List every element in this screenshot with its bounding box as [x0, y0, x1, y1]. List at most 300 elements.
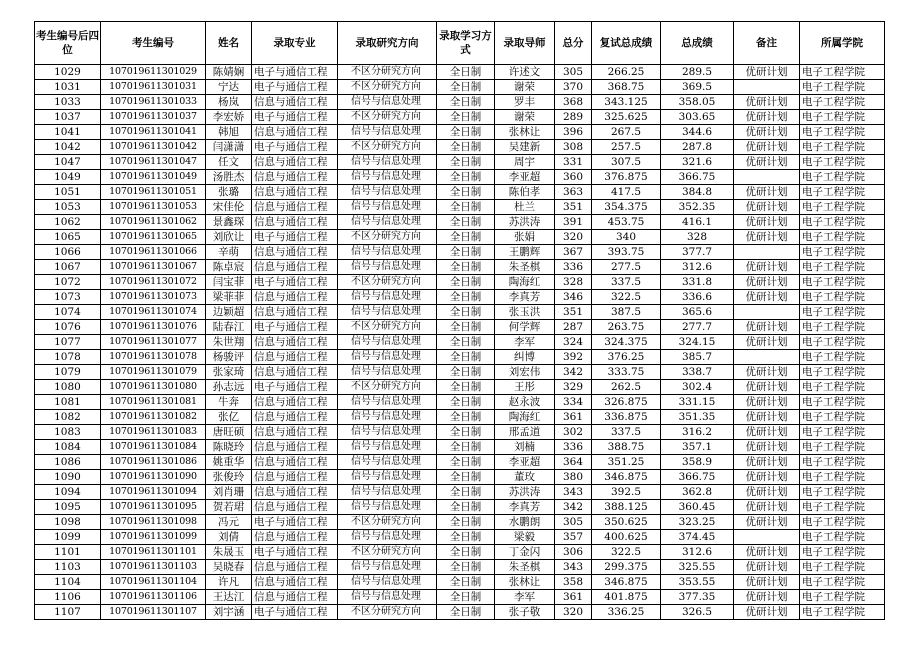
- cell-supervisor: 丁金闪: [495, 545, 555, 560]
- cell-study-mode: 全日制: [437, 65, 495, 80]
- cell-major: 信息与通信工程: [252, 560, 338, 575]
- cell-major: 信息与通信工程: [252, 350, 338, 365]
- cell-final-score: 289.5: [661, 65, 734, 80]
- cell-retest-score: 417.5: [592, 185, 661, 200]
- cell-total-score: 351: [555, 305, 592, 320]
- cell-college: 电子工程学院: [800, 560, 885, 575]
- cell-name: 刘宇涵: [206, 605, 252, 620]
- cell-research-direction: 信号与信息处理: [338, 350, 437, 365]
- cell-research-direction: 信号与信息处理: [338, 455, 437, 470]
- cell-total-score: 336: [555, 260, 592, 275]
- cell-exam-id: 107019611301031: [101, 80, 206, 95]
- table-row: [35, 275, 885, 290]
- cell-exam-id: 107019611301080: [101, 380, 206, 395]
- cell-retest-score: 322.5: [592, 545, 661, 560]
- cell-retest-score: 368.75: [592, 80, 661, 95]
- cell-exam-id: 107019611301066: [101, 245, 206, 260]
- cell-supervisor: 李真芳: [495, 290, 555, 305]
- cell-name: 闫潇潇: [206, 140, 252, 155]
- cell-major: 信息与通信工程: [252, 305, 338, 320]
- cell-retest-score: 392.5: [592, 485, 661, 500]
- cell-research-direction: 信号与信息处理: [338, 395, 437, 410]
- cell-exam-id-suffix: 1080: [35, 380, 101, 395]
- cell-exam-id-suffix: 1082: [35, 410, 101, 425]
- cell-exam-id-suffix: 1053: [35, 200, 101, 215]
- table-row: [35, 455, 885, 470]
- cell-exam-id-suffix: 1106: [35, 590, 101, 605]
- table-row: [35, 125, 885, 140]
- cell-retest-score: 354.375: [592, 200, 661, 215]
- cell-retest-score: 350.625: [592, 515, 661, 530]
- cell-research-direction: 不区分研究方向: [338, 65, 437, 80]
- cell-name: 杨骏评: [206, 350, 252, 365]
- cell-final-score: 353.55: [661, 575, 734, 590]
- cell-exam-id-suffix: 1047: [35, 155, 101, 170]
- cell-final-score: 357.1: [661, 440, 734, 455]
- cell-retest-score: 322.5: [592, 290, 661, 305]
- cell-total-score: 334: [555, 395, 592, 410]
- cell-exam-id: 107019611301065: [101, 230, 206, 245]
- cell-study-mode: 全日制: [437, 515, 495, 530]
- cell-remark: 优研计划: [734, 365, 800, 380]
- cell-retest-score: 336.25: [592, 605, 661, 620]
- table-row: [35, 80, 885, 95]
- table-row: [35, 560, 885, 575]
- cell-exam-id: 107019611301104: [101, 575, 206, 590]
- cell-exam-id-suffix: 1094: [35, 485, 101, 500]
- cell-supervisor: 李亚超: [495, 170, 555, 185]
- cell-retest-score: 376.875: [592, 170, 661, 185]
- cell-retest-score: 393.75: [592, 245, 661, 260]
- cell-study-mode: 全日制: [437, 185, 495, 200]
- cell-major: 电子与通信工程: [252, 545, 338, 560]
- cell-retest-score: 266.25: [592, 65, 661, 80]
- cell-major: 信息与通信工程: [252, 455, 338, 470]
- table-row: [35, 500, 885, 515]
- cell-supervisor: 赵永波: [495, 395, 555, 410]
- cell-exam-id: 107019611301098: [101, 515, 206, 530]
- cell-supervisor: 苏洪涛: [495, 215, 555, 230]
- cell-exam-id-suffix: 1042: [35, 140, 101, 155]
- cell-research-direction: 信号与信息处理: [338, 575, 437, 590]
- cell-study-mode: 全日制: [437, 470, 495, 485]
- cell-research-direction: 信号与信息处理: [338, 305, 437, 320]
- cell-total-score: 370: [555, 80, 592, 95]
- table-row: [35, 545, 885, 560]
- cell-college: 电子工程学院: [800, 455, 885, 470]
- cell-total-score: 396: [555, 125, 592, 140]
- header-name: 姓名: [206, 22, 252, 65]
- cell-name: 李宏娇: [206, 110, 252, 125]
- cell-retest-score: 401.875: [592, 590, 661, 605]
- cell-remark: 优研计划: [734, 200, 800, 215]
- table-row: [35, 590, 885, 605]
- cell-research-direction: 不区分研究方向: [338, 605, 437, 620]
- cell-final-score: 326.5: [661, 605, 734, 620]
- cell-name: 宁达: [206, 80, 252, 95]
- cell-remark: 优研计划: [734, 65, 800, 80]
- cell-research-direction: 信号与信息处理: [338, 500, 437, 515]
- cell-remark: 优研计划: [734, 575, 800, 590]
- cell-major: 信息与通信工程: [252, 170, 338, 185]
- cell-retest-score: 340: [592, 230, 661, 245]
- cell-name: 许凡: [206, 575, 252, 590]
- cell-name: 闫宝菲: [206, 275, 252, 290]
- cell-college: 电子工程学院: [800, 470, 885, 485]
- table-row: [35, 65, 885, 80]
- cell-exam-id-suffix: 1037: [35, 110, 101, 125]
- table-row: [35, 515, 885, 530]
- cell-final-score: 365.6: [661, 305, 734, 320]
- cell-final-score: 358.9: [661, 455, 734, 470]
- cell-college: 电子工程学院: [800, 125, 885, 140]
- cell-supervisor: 张子敬: [495, 605, 555, 620]
- cell-exam-id-suffix: 1049: [35, 170, 101, 185]
- cell-exam-id: 107019611301074: [101, 305, 206, 320]
- cell-remark: 优研计划: [734, 485, 800, 500]
- cell-retest-score: 325.625: [592, 110, 661, 125]
- cell-major: 信息与通信工程: [252, 365, 338, 380]
- cell-total-score: 320: [555, 605, 592, 620]
- header-college: 所属学院: [800, 22, 885, 65]
- cell-supervisor: 水鹏朗: [495, 515, 555, 530]
- cell-major: 信息与通信工程: [252, 425, 338, 440]
- cell-exam-id: 107019611301106: [101, 590, 206, 605]
- cell-college: 电子工程学院: [800, 500, 885, 515]
- cell-major: 信息与通信工程: [252, 590, 338, 605]
- cell-study-mode: 全日制: [437, 500, 495, 515]
- cell-exam-id: 107019611301103: [101, 560, 206, 575]
- cell-study-mode: 全日制: [437, 230, 495, 245]
- cell-retest-score: 333.75: [592, 365, 661, 380]
- cell-exam-id: 107019611301094: [101, 485, 206, 500]
- header-major: 录取专业: [252, 22, 338, 65]
- cell-supervisor: 罗丰: [495, 95, 555, 110]
- cell-research-direction: 不区分研究方向: [338, 140, 437, 155]
- cell-final-score: 377.35: [661, 590, 734, 605]
- cell-study-mode: 全日制: [437, 605, 495, 620]
- table-row: [35, 380, 885, 395]
- cell-remark: 优研计划: [734, 155, 800, 170]
- cell-college: 电子工程学院: [800, 95, 885, 110]
- cell-remark: 优研计划: [734, 95, 800, 110]
- cell-college: 电子工程学院: [800, 275, 885, 290]
- cell-retest-score: 400.625: [592, 530, 661, 545]
- cell-exam-id-suffix: 1098: [35, 515, 101, 530]
- cell-college: 电子工程学院: [800, 245, 885, 260]
- cell-supervisor: 陈伯孝: [495, 185, 555, 200]
- cell-major: 信息与通信工程: [252, 410, 338, 425]
- cell-study-mode: 全日制: [437, 320, 495, 335]
- cell-research-direction: 不区分研究方向: [338, 320, 437, 335]
- cell-remark: 优研计划: [734, 590, 800, 605]
- cell-exam-id-suffix: 1086: [35, 455, 101, 470]
- cell-major: 电子与通信工程: [252, 515, 338, 530]
- cell-research-direction: 不区分研究方向: [338, 545, 437, 560]
- table-row: [35, 140, 885, 155]
- cell-exam-id-suffix: 1031: [35, 80, 101, 95]
- cell-college: 电子工程学院: [800, 230, 885, 245]
- cell-exam-id: 107019611301081: [101, 395, 206, 410]
- table-row: [35, 395, 885, 410]
- cell-name: 吴晓春: [206, 560, 252, 575]
- cell-exam-id: 107019611301084: [101, 440, 206, 455]
- cell-remark: 优研计划: [734, 290, 800, 305]
- cell-study-mode: 全日制: [437, 95, 495, 110]
- table-row: [35, 230, 885, 245]
- cell-college: 电子工程学院: [800, 185, 885, 200]
- cell-retest-score: 257.5: [592, 140, 661, 155]
- table-row: [35, 530, 885, 545]
- cell-total-score: 364: [555, 455, 592, 470]
- cell-major: 电子与通信工程: [252, 320, 338, 335]
- cell-supervisor: 王鹏辉: [495, 245, 555, 260]
- cell-total-score: 329: [555, 380, 592, 395]
- cell-final-score: 360.45: [661, 500, 734, 515]
- cell-final-score: 352.35: [661, 200, 734, 215]
- cell-major: 信息与通信工程: [252, 440, 338, 455]
- cell-total-score: 320: [555, 230, 592, 245]
- cell-name: 杨岚: [206, 95, 252, 110]
- cell-final-score: 287.8: [661, 140, 734, 155]
- cell-study-mode: 全日制: [437, 290, 495, 305]
- cell-name: 王达江: [206, 590, 252, 605]
- table-row: [35, 95, 885, 110]
- cell-major: 信息与通信工程: [252, 200, 338, 215]
- cell-retest-score: 307.5: [592, 155, 661, 170]
- cell-remark: 优研计划: [734, 395, 800, 410]
- cell-exam-id-suffix: 1074: [35, 305, 101, 320]
- cell-name: 景鑫琛: [206, 215, 252, 230]
- cell-total-score: 305: [555, 515, 592, 530]
- cell-research-direction: 信号与信息处理: [338, 95, 437, 110]
- cell-exam-id: 107019611301041: [101, 125, 206, 140]
- cell-college: 电子工程学院: [800, 215, 885, 230]
- cell-total-score: 361: [555, 590, 592, 605]
- table-row: [35, 485, 885, 500]
- cell-remark: 优研计划: [734, 560, 800, 575]
- cell-exam-id-suffix: 1099: [35, 530, 101, 545]
- cell-supervisor: 李军: [495, 335, 555, 350]
- cell-supervisor: 董玫: [495, 470, 555, 485]
- cell-supervisor: 张娟: [495, 230, 555, 245]
- cell-exam-id: 107019611301029: [101, 65, 206, 80]
- cell-final-score: 384.8: [661, 185, 734, 200]
- cell-remark: 优研计划: [734, 470, 800, 485]
- cell-study-mode: 全日制: [437, 305, 495, 320]
- cell-supervisor: 纠博: [495, 350, 555, 365]
- cell-retest-score: 453.75: [592, 215, 661, 230]
- cell-exam-id-suffix: 1079: [35, 365, 101, 380]
- cell-exam-id-suffix: 1065: [35, 230, 101, 245]
- cell-remark: 优研计划: [734, 425, 800, 440]
- cell-research-direction: 信号与信息处理: [338, 125, 437, 140]
- cell-study-mode: 全日制: [437, 545, 495, 560]
- cell-study-mode: 全日制: [437, 350, 495, 365]
- cell-total-score: 305: [555, 65, 592, 80]
- cell-major: 电子与通信工程: [252, 140, 338, 155]
- cell-final-score: 358.05: [661, 95, 734, 110]
- cell-remark: 优研计划: [734, 410, 800, 425]
- cell-retest-score: 376.25: [592, 350, 661, 365]
- cell-college: 电子工程学院: [800, 545, 885, 560]
- cell-final-score: 324.15: [661, 335, 734, 350]
- cell-research-direction: 不区分研究方向: [338, 80, 437, 95]
- cell-total-score: 306: [555, 545, 592, 560]
- header-row: [35, 22, 885, 65]
- cell-major: 电子与通信工程: [252, 230, 338, 245]
- cell-exam-id-suffix: 1073: [35, 290, 101, 305]
- cell-major: 信息与通信工程: [252, 485, 338, 500]
- cell-name: 边颖超: [206, 305, 252, 320]
- cell-total-score: 367: [555, 245, 592, 260]
- cell-final-score: 362.8: [661, 485, 734, 500]
- table-row: [35, 290, 885, 305]
- cell-college: 电子工程学院: [800, 395, 885, 410]
- cell-retest-score: 326.875: [592, 395, 661, 410]
- cell-final-score: 377.7: [661, 245, 734, 260]
- cell-exam-id-suffix: 1101: [35, 545, 101, 560]
- cell-supervisor: 张林让: [495, 125, 555, 140]
- header-supervisor: 录取导师: [495, 22, 555, 65]
- cell-exam-id: 107019611301083: [101, 425, 206, 440]
- cell-college: 电子工程学院: [800, 200, 885, 215]
- cell-final-score: 331.15: [661, 395, 734, 410]
- cell-study-mode: 全日制: [437, 575, 495, 590]
- cell-research-direction: 不区分研究方向: [338, 515, 437, 530]
- cell-supervisor: 李真芳: [495, 500, 555, 515]
- cell-exam-id: 107019611301072: [101, 275, 206, 290]
- cell-final-score: 338.7: [661, 365, 734, 380]
- cell-exam-id-suffix: 1107: [35, 605, 101, 620]
- cell-retest-score: 346.875: [592, 575, 661, 590]
- cell-retest-score: 263.75: [592, 320, 661, 335]
- cell-exam-id: 107019611301090: [101, 470, 206, 485]
- cell-total-score: 342: [555, 365, 592, 380]
- cell-name: 韩旭: [206, 125, 252, 140]
- cell-research-direction: 不区分研究方向: [338, 380, 437, 395]
- cell-final-score: 316.2: [661, 425, 734, 440]
- cell-total-score: 360: [555, 170, 592, 185]
- cell-major: 信息与通信工程: [252, 245, 338, 260]
- table-row: [35, 170, 885, 185]
- table-row: [35, 440, 885, 455]
- cell-remark: 优研计划: [734, 260, 800, 275]
- cell-name: 唐旺硕: [206, 425, 252, 440]
- cell-research-direction: 不区分研究方向: [338, 275, 437, 290]
- cell-exam-id-suffix: 1077: [35, 335, 101, 350]
- cell-research-direction: 信号与信息处理: [338, 560, 437, 575]
- cell-supervisor: 陶海红: [495, 410, 555, 425]
- cell-name: 张璐: [206, 185, 252, 200]
- cell-exam-id: 107019611301033: [101, 95, 206, 110]
- cell-total-score: 391: [555, 215, 592, 230]
- table-row: [35, 215, 885, 230]
- cell-college: 电子工程学院: [800, 590, 885, 605]
- cell-exam-id: 107019611301082: [101, 410, 206, 425]
- cell-study-mode: 全日制: [437, 440, 495, 455]
- cell-supervisor: 何学辉: [495, 320, 555, 335]
- table-row: [35, 470, 885, 485]
- table-row: [35, 245, 885, 260]
- cell-supervisor: 邢孟道: [495, 425, 555, 440]
- cell-exam-id-suffix: 1062: [35, 215, 101, 230]
- cell-college: 电子工程学院: [800, 155, 885, 170]
- admission-table: [34, 21, 885, 620]
- cell-supervisor: 谢荣: [495, 110, 555, 125]
- cell-supervisor: 苏洪涛: [495, 485, 555, 500]
- cell-study-mode: 全日制: [437, 410, 495, 425]
- cell-major: 电子与通信工程: [252, 65, 338, 80]
- cell-name: 陈婧娴: [206, 65, 252, 80]
- cell-supervisor: 朱圣棋: [495, 560, 555, 575]
- cell-college: 电子工程学院: [800, 320, 885, 335]
- cell-major: 信息与通信工程: [252, 125, 338, 140]
- table-row: [35, 260, 885, 275]
- cell-research-direction: 信号与信息处理: [338, 260, 437, 275]
- cell-final-score: 331.8: [661, 275, 734, 290]
- cell-major: 信息与通信工程: [252, 530, 338, 545]
- cell-college: 电子工程学院: [800, 575, 885, 590]
- cell-final-score: 328: [661, 230, 734, 245]
- cell-retest-score: 337.5: [592, 275, 661, 290]
- cell-final-score: 312.6: [661, 545, 734, 560]
- cell-total-score: 380: [555, 470, 592, 485]
- cell-major: 信息与通信工程: [252, 260, 338, 275]
- cell-remark: [734, 80, 800, 95]
- cell-remark: [734, 170, 800, 185]
- cell-final-score: 336.6: [661, 290, 734, 305]
- table-row: [35, 185, 885, 200]
- cell-major: 信息与通信工程: [252, 395, 338, 410]
- cell-research-direction: 信号与信息处理: [338, 215, 437, 230]
- cell-research-direction: 不区分研究方向: [338, 110, 437, 125]
- cell-exam-id: 107019611301037: [101, 110, 206, 125]
- cell-college: 电子工程学院: [800, 305, 885, 320]
- cell-remark: 优研计划: [734, 515, 800, 530]
- table-row: [35, 365, 885, 380]
- cell-college: 电子工程学院: [800, 290, 885, 305]
- cell-final-score: 277.7: [661, 320, 734, 335]
- cell-name: 陆春江: [206, 320, 252, 335]
- cell-remark: 优研计划: [734, 215, 800, 230]
- cell-final-score: 374.45: [661, 530, 734, 545]
- cell-total-score: 308: [555, 140, 592, 155]
- cell-exam-id-suffix: 1041: [35, 125, 101, 140]
- table-row: [35, 575, 885, 590]
- cell-major: 电子与通信工程: [252, 275, 338, 290]
- cell-name: 陈晓玲: [206, 440, 252, 455]
- cell-supervisor: 李亚超: [495, 455, 555, 470]
- cell-exam-id-suffix: 1104: [35, 575, 101, 590]
- cell-total-score: 289: [555, 110, 592, 125]
- cell-supervisor: 刘楠: [495, 440, 555, 455]
- cell-total-score: 363: [555, 185, 592, 200]
- cell-supervisor: 谢荣: [495, 80, 555, 95]
- cell-name: 张俊玲: [206, 470, 252, 485]
- cell-exam-id: 107019611301099: [101, 530, 206, 545]
- cell-college: 电子工程学院: [800, 260, 885, 275]
- cell-remark: 优研计划: [734, 275, 800, 290]
- table-row: [35, 410, 885, 425]
- cell-name: 汤胜杰: [206, 170, 252, 185]
- cell-remark: 优研计划: [734, 110, 800, 125]
- cell-total-score: 368: [555, 95, 592, 110]
- cell-study-mode: 全日制: [437, 335, 495, 350]
- cell-study-mode: 全日制: [437, 485, 495, 500]
- cell-remark: [734, 530, 800, 545]
- cell-remark: 优研计划: [734, 605, 800, 620]
